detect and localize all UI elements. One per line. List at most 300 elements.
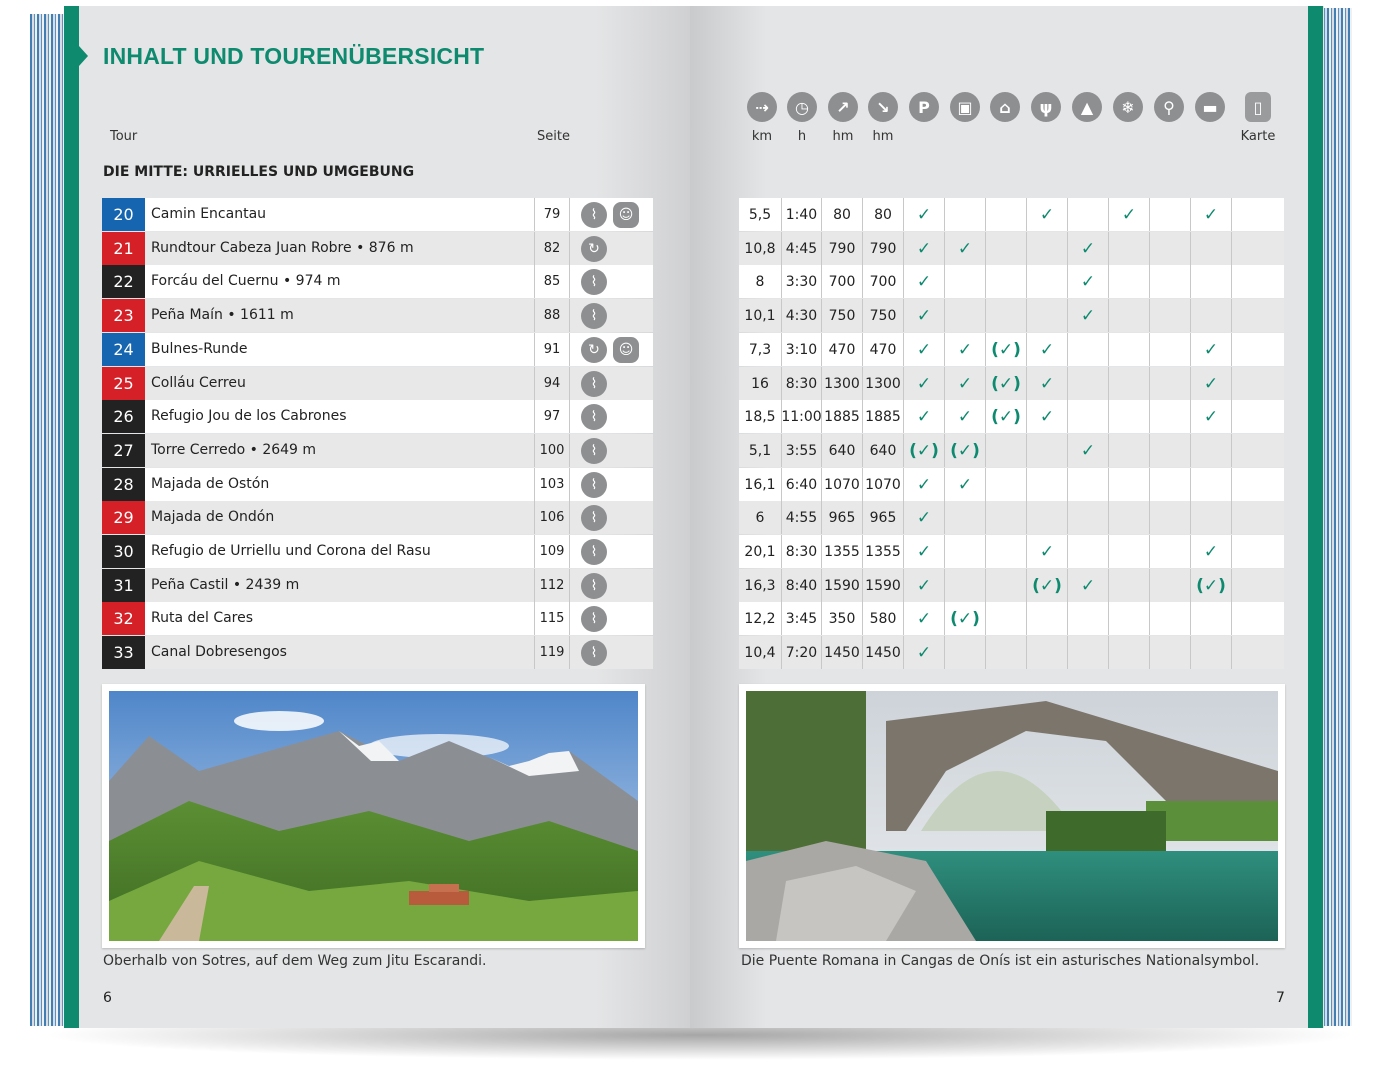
flag-hut — [1190, 602, 1231, 635]
flag-cable-car — [985, 265, 1026, 298]
tour-page: 103 — [534, 468, 570, 501]
tour-name: Refugio de Urriellu und Corona del Rasu — [151, 543, 431, 559]
flag-restaurant — [1026, 265, 1067, 298]
tour-row-left — [102, 602, 653, 635]
roman-bridge-photo — [746, 691, 1278, 941]
clock-icon: ◷ — [787, 92, 817, 122]
unit-h: h — [797, 129, 807, 144]
tour-name: Ruta del Cares — [151, 610, 254, 626]
unit-hm-up: hm — [832, 129, 854, 144]
flag-parking: ✓ — [903, 367, 944, 400]
flag-bike — [1149, 602, 1190, 635]
flag-cable-car — [985, 468, 1026, 501]
column-header-tour: Tour — [110, 129, 138, 144]
flag-snow — [1108, 299, 1149, 332]
flag-restaurant: ✓ — [1026, 367, 1067, 400]
flag-bus — [944, 535, 985, 568]
flag-parking: ✓ — [903, 535, 944, 568]
tour-number: 27 — [102, 434, 145, 467]
flag-restaurant — [1026, 299, 1067, 332]
flag-restaurant: ✓ — [1026, 535, 1067, 568]
unit-karte: Karte — [1240, 129, 1276, 144]
tour-descent: 1885 — [862, 400, 903, 433]
signpost-icon: ⇢ — [747, 92, 777, 122]
tour-row-right — [739, 535, 1284, 568]
flag-summit — [1067, 468, 1108, 501]
flag-parking: ✓ — [903, 501, 944, 534]
tour-row-left — [102, 636, 653, 669]
tour-row-right — [739, 232, 1284, 265]
tour-row-left — [102, 501, 653, 534]
flag-snow — [1108, 535, 1149, 568]
tour-name: Majada de Ondón — [151, 509, 275, 525]
flag-map — [1231, 333, 1284, 366]
tour-name: Peña Castil • 2439 m — [151, 577, 300, 593]
tour-hours: 8:30 — [781, 367, 821, 400]
tour-row-right — [739, 434, 1284, 467]
route-icon: ⌇ — [581, 269, 607, 295]
flag-parking: ✓ — [903, 400, 944, 433]
photo-puente-romana — [739, 684, 1285, 948]
flag-snow — [1108, 333, 1149, 366]
flag-summit — [1067, 333, 1108, 366]
flag-summit: ✓ — [1067, 299, 1108, 332]
tour-number: 25 — [102, 367, 145, 400]
flag-cable-car — [985, 501, 1026, 534]
bed-icon: ▬ — [1195, 92, 1225, 122]
tour-hours: 4:30 — [781, 299, 821, 332]
flag-restaurant — [1026, 602, 1067, 635]
flag-bus: ✓ — [944, 333, 985, 366]
tour-km: 16,1 — [744, 476, 776, 493]
flag-snow — [1108, 468, 1149, 501]
page-title: INHALT UND TOURENÜBERSICHT — [103, 43, 485, 69]
bike-icon: ⚲ — [1154, 92, 1184, 122]
flag-summit — [1067, 367, 1108, 400]
tour-descent: 1450 — [862, 636, 903, 669]
tour-page: 106 — [534, 501, 570, 534]
flag-restaurant: ✓ — [1026, 198, 1067, 231]
tour-number: 24 — [102, 333, 145, 366]
tour-descent: 470 — [862, 333, 903, 366]
tour-ascent: 1885 — [821, 400, 862, 433]
tour-number: 28 — [102, 468, 145, 501]
tour-row-left — [102, 232, 653, 265]
flag-bus — [944, 636, 985, 669]
tour-row-left — [102, 367, 653, 400]
tour-name: Refugio Jou de los Cabrones — [151, 408, 347, 424]
tour-page: 97 — [534, 400, 570, 433]
tour-number: 20 — [102, 198, 145, 231]
flag-bike — [1149, 434, 1190, 467]
flag-map — [1231, 501, 1284, 534]
tour-km: 10,4 — [744, 644, 776, 661]
tour-row-left — [102, 400, 653, 433]
tour-ascent: 700 — [821, 265, 862, 298]
tour-page: 112 — [534, 569, 570, 602]
flag-bike — [1149, 299, 1190, 332]
tour-descent: 965 — [862, 501, 903, 534]
flag-parking: ✓ — [903, 636, 944, 669]
tour-row-right — [739, 400, 1284, 433]
cable-car-icon: ⌂ — [990, 92, 1020, 122]
tour-row-left — [102, 569, 653, 602]
flag-bus: (✓) — [944, 602, 985, 635]
tour-ascent: 80 — [821, 198, 862, 231]
flag-snow — [1108, 367, 1149, 400]
tour-km: 10,8 — [744, 240, 776, 257]
flag-parking: (✓) — [903, 434, 944, 467]
flag-cable-car — [985, 636, 1026, 669]
flag-bus: ✓ — [944, 232, 985, 265]
flag-map — [1231, 232, 1284, 265]
parking-icon: P — [909, 92, 939, 122]
tour-ascent: 1450 — [821, 636, 862, 669]
tour-number: 33 — [102, 636, 145, 669]
tour-page: 88 — [534, 299, 570, 332]
flag-bike — [1149, 468, 1190, 501]
tour-descent: 700 — [862, 265, 903, 298]
tour-ascent: 350 — [821, 602, 862, 635]
flag-snow — [1108, 232, 1149, 265]
restaurant-icon: ψ — [1031, 92, 1061, 122]
tour-km: 18,5 — [744, 408, 776, 425]
child-friendly-icon: ☺ — [613, 202, 639, 228]
tour-descent: 1590 — [862, 569, 903, 602]
tour-descent: 750 — [862, 299, 903, 332]
page-edges-left — [30, 14, 66, 1026]
flag-map — [1231, 636, 1284, 669]
tour-hours: 7:20 — [781, 636, 821, 669]
flag-map — [1231, 602, 1284, 635]
flag-bus: ✓ — [944, 367, 985, 400]
tour-page: 85 — [534, 265, 570, 298]
tour-hours: 4:55 — [781, 501, 821, 534]
flag-snow — [1108, 434, 1149, 467]
flag-cable-car: (✓) — [985, 333, 1026, 366]
flag-bus — [944, 569, 985, 602]
flag-bus: ✓ — [944, 400, 985, 433]
tour-ascent: 1070 — [821, 468, 862, 501]
route-icon: ⌇ — [581, 573, 607, 599]
route-icon: ⌇ — [581, 606, 607, 632]
tour-page: 119 — [534, 636, 570, 669]
flag-bus — [944, 299, 985, 332]
tour-name: Camin Encantau — [151, 206, 267, 222]
tour-row-right — [739, 636, 1284, 669]
tour-km: 7,3 — [748, 341, 772, 358]
tour-hours: 8:30 — [781, 535, 821, 568]
tour-row-left — [102, 333, 653, 366]
ascent-icon: ↗ — [828, 92, 858, 122]
tour-descent: 1355 — [862, 535, 903, 568]
green-margin-bar-left — [64, 6, 79, 1028]
tour-page: 94 — [534, 367, 570, 400]
flag-bike — [1149, 400, 1190, 433]
flag-restaurant — [1026, 468, 1067, 501]
flag-bike — [1149, 501, 1190, 534]
flag-bike — [1149, 535, 1190, 568]
tour-row-right — [739, 367, 1284, 400]
tour-km: 20,1 — [744, 543, 776, 560]
page-edges-right — [1322, 8, 1352, 1026]
tour-hours: 3:10 — [781, 333, 821, 366]
tour-name: Forcáu del Cuernu • 974 m — [151, 273, 341, 289]
tour-km: 12,2 — [744, 610, 776, 627]
flag-hut: ✓ — [1190, 400, 1231, 433]
tour-row-right — [739, 569, 1284, 602]
unit-km: km — [751, 129, 773, 144]
flag-summit — [1067, 636, 1108, 669]
tour-row-right — [739, 265, 1284, 298]
tour-number: 21 — [102, 232, 145, 265]
photo-sotres-valley — [102, 684, 645, 948]
flag-restaurant: (✓) — [1026, 569, 1067, 602]
tour-row-right — [739, 468, 1284, 501]
flag-snow — [1108, 569, 1149, 602]
tour-number: 31 — [102, 569, 145, 602]
flag-hut — [1190, 299, 1231, 332]
flag-snow: ✓ — [1108, 198, 1149, 231]
route-icon: ⌇ — [581, 472, 607, 498]
title-arrow-icon — [79, 46, 88, 66]
flag-map — [1231, 434, 1284, 467]
flag-hut — [1190, 434, 1231, 467]
tour-descent: 1070 — [862, 468, 903, 501]
tour-name: Canal Dobresengos — [151, 644, 287, 660]
tour-descent: 80 — [862, 198, 903, 231]
tour-hours: 6:40 — [781, 468, 821, 501]
flag-hut: ✓ — [1190, 367, 1231, 400]
flag-hut: (✓) — [1190, 569, 1231, 602]
tour-name: Peña Maín • 1611 m — [151, 307, 294, 323]
tour-hours: 3:55 — [781, 434, 821, 467]
flag-cable-car — [985, 232, 1026, 265]
flag-snow — [1108, 636, 1149, 669]
tour-km: 5,1 — [748, 442, 772, 459]
tour-name: Rundtour Cabeza Juan Robre • 876 m — [151, 240, 414, 256]
tour-descent: 1300 — [862, 367, 903, 400]
flag-restaurant: ✓ — [1026, 333, 1067, 366]
flag-map — [1231, 535, 1284, 568]
tour-number: 22 — [102, 265, 145, 298]
tour-number: 23 — [102, 299, 145, 332]
flag-summit: ✓ — [1067, 569, 1108, 602]
tour-km: 5,5 — [748, 206, 772, 223]
flag-bike — [1149, 198, 1190, 231]
flag-bike — [1149, 367, 1190, 400]
flag-hut — [1190, 232, 1231, 265]
flag-map — [1231, 299, 1284, 332]
green-margin-bar-right — [1308, 6, 1323, 1028]
tour-hours: 11:00 — [781, 400, 821, 433]
tour-row-left — [102, 198, 653, 231]
tour-ascent: 965 — [821, 501, 862, 534]
route-icon: ⌇ — [581, 438, 607, 464]
descent-icon: ↘ — [868, 92, 898, 122]
flag-hut: ✓ — [1190, 198, 1231, 231]
flag-cable-car — [985, 602, 1026, 635]
tour-row-right — [739, 501, 1284, 534]
tour-km: 10,1 — [744, 307, 776, 324]
flag-summit: ✓ — [1067, 232, 1108, 265]
tour-hours: 4:45 — [781, 232, 821, 265]
flag-map — [1231, 569, 1284, 602]
tour-ascent: 470 — [821, 333, 862, 366]
flag-map — [1231, 265, 1284, 298]
route-icon: ⌇ — [581, 539, 607, 565]
tour-page: 79 — [534, 198, 570, 231]
flag-parking: ✓ — [903, 602, 944, 635]
tour-row-right — [739, 198, 1284, 231]
route-icon: ⌇ — [581, 640, 607, 666]
route-icon: ⌇ — [581, 202, 607, 228]
tour-page: 115 — [534, 602, 570, 635]
tour-page: 82 — [534, 232, 570, 265]
flag-restaurant: ✓ — [1026, 400, 1067, 433]
tour-number: 29 — [102, 501, 145, 534]
flag-parking: ✓ — [903, 569, 944, 602]
flag-summit — [1067, 400, 1108, 433]
child-friendly-icon: ☺ — [613, 337, 639, 363]
tour-page: 91 — [534, 333, 570, 366]
flag-bike — [1149, 232, 1190, 265]
flag-bike — [1149, 636, 1190, 669]
tour-descent: 580 — [862, 602, 903, 635]
flag-parking: ✓ — [903, 299, 944, 332]
tour-number: 30 — [102, 535, 145, 568]
tour-row-left — [102, 434, 653, 467]
flag-summit — [1067, 602, 1108, 635]
flag-restaurant — [1026, 434, 1067, 467]
flag-summit — [1067, 198, 1108, 231]
tour-number: 26 — [102, 400, 145, 433]
flag-cable-car — [985, 198, 1026, 231]
route-icon: ⌇ — [581, 505, 607, 531]
flag-snow — [1108, 265, 1149, 298]
tour-row-left — [102, 468, 653, 501]
flag-cable-car: (✓) — [985, 367, 1026, 400]
tour-hours: 1:40 — [781, 198, 821, 231]
flag-bus — [944, 501, 985, 534]
tour-row-left — [102, 299, 653, 332]
loop-tour-icon: ↻ — [581, 236, 607, 262]
tour-ascent: 750 — [821, 299, 862, 332]
tour-row-right — [739, 602, 1284, 635]
page-number-right: 7 — [1276, 990, 1285, 1006]
flag-summit: ✓ — [1067, 434, 1108, 467]
flag-map — [1231, 400, 1284, 433]
tour-name: Majada de Ostón — [151, 476, 270, 492]
bus-icon: ▣ — [950, 92, 980, 122]
tour-page: 109 — [534, 535, 570, 568]
flag-snow — [1108, 602, 1149, 635]
flag-summit — [1067, 535, 1108, 568]
tour-row-left — [102, 265, 653, 298]
column-header-seite: Seite — [537, 129, 570, 144]
flag-cable-car — [985, 569, 1026, 602]
flag-parking: ✓ — [903, 232, 944, 265]
tour-descent: 790 — [862, 232, 903, 265]
flag-bike — [1149, 569, 1190, 602]
flag-snow — [1108, 400, 1149, 433]
tour-row-left — [102, 535, 653, 568]
tour-ascent: 1300 — [821, 367, 862, 400]
mountain-village-photo — [109, 691, 638, 941]
flag-restaurant — [1026, 636, 1067, 669]
flag-bus: (✓) — [944, 434, 985, 467]
flag-hut — [1190, 501, 1231, 534]
tour-name: Bulnes-Runde — [151, 341, 248, 357]
flag-map — [1231, 367, 1284, 400]
tour-km: 6 — [755, 509, 765, 526]
tour-name: Torre Cerredo • 2649 m — [151, 442, 317, 458]
tour-km: 16,3 — [744, 577, 776, 594]
flag-parking: ✓ — [903, 265, 944, 298]
tour-row-right — [739, 299, 1284, 332]
flag-cable-car — [985, 299, 1026, 332]
photo-caption-right: Die Puente Romana in Cangas de Onís ist ein asturisches Nationalsymbol. — [741, 953, 1260, 969]
loop-tour-icon: ↻ — [581, 337, 607, 363]
tour-name: Colláu Cerreu — [151, 375, 246, 391]
flag-restaurant — [1026, 501, 1067, 534]
tour-ascent: 1355 — [821, 535, 862, 568]
flag-parking: ✓ — [903, 468, 944, 501]
route-icon: ⌇ — [581, 404, 607, 430]
flag-hut — [1190, 636, 1231, 669]
flag-summit: ✓ — [1067, 265, 1108, 298]
section-heading: DIE MITTE: URRIELLES UND UMGEBUNG — [103, 164, 415, 180]
flag-restaurant — [1026, 232, 1067, 265]
flag-hut: ✓ — [1190, 333, 1231, 366]
tour-ascent: 1590 — [821, 569, 862, 602]
tour-km: 16 — [751, 375, 769, 392]
unit-hm-down: hm — [872, 129, 894, 144]
photo-caption-left: Oberhalb von Sotres, auf dem Weg zum Jitu Escarandi. — [103, 953, 487, 969]
flag-bus — [944, 265, 985, 298]
tour-ascent: 640 — [821, 434, 862, 467]
flag-cable-car — [985, 434, 1026, 467]
route-icon: ⌇ — [581, 371, 607, 397]
route-icon: ⌇ — [581, 303, 607, 329]
flag-map — [1231, 468, 1284, 501]
tour-km: 8 — [755, 273, 765, 290]
flag-hut — [1190, 265, 1231, 298]
flag-bike — [1149, 265, 1190, 298]
flag-bus — [944, 198, 985, 231]
tour-ascent: 790 — [821, 232, 862, 265]
tour-hours: 8:40 — [781, 569, 821, 602]
flag-parking: ✓ — [903, 198, 944, 231]
flag-summit — [1067, 501, 1108, 534]
flag-snow — [1108, 501, 1149, 534]
tour-page: 100 — [534, 434, 570, 467]
flag-hut — [1190, 468, 1231, 501]
flag-cable-car: (✓) — [985, 400, 1026, 433]
map-icon: ▯ — [1245, 92, 1271, 122]
page-number-left: 6 — [103, 990, 112, 1006]
tour-row-right — [739, 333, 1284, 366]
tour-hours: 3:30 — [781, 265, 821, 298]
flag-cable-car — [985, 535, 1026, 568]
flag-parking: ✓ — [903, 333, 944, 366]
tour-number: 32 — [102, 602, 145, 635]
snowflake-icon: ❄ — [1113, 92, 1143, 122]
tour-descent: 640 — [862, 434, 903, 467]
summit-icon: ▲ — [1072, 92, 1102, 122]
flag-map — [1231, 198, 1284, 231]
flag-hut: ✓ — [1190, 535, 1231, 568]
